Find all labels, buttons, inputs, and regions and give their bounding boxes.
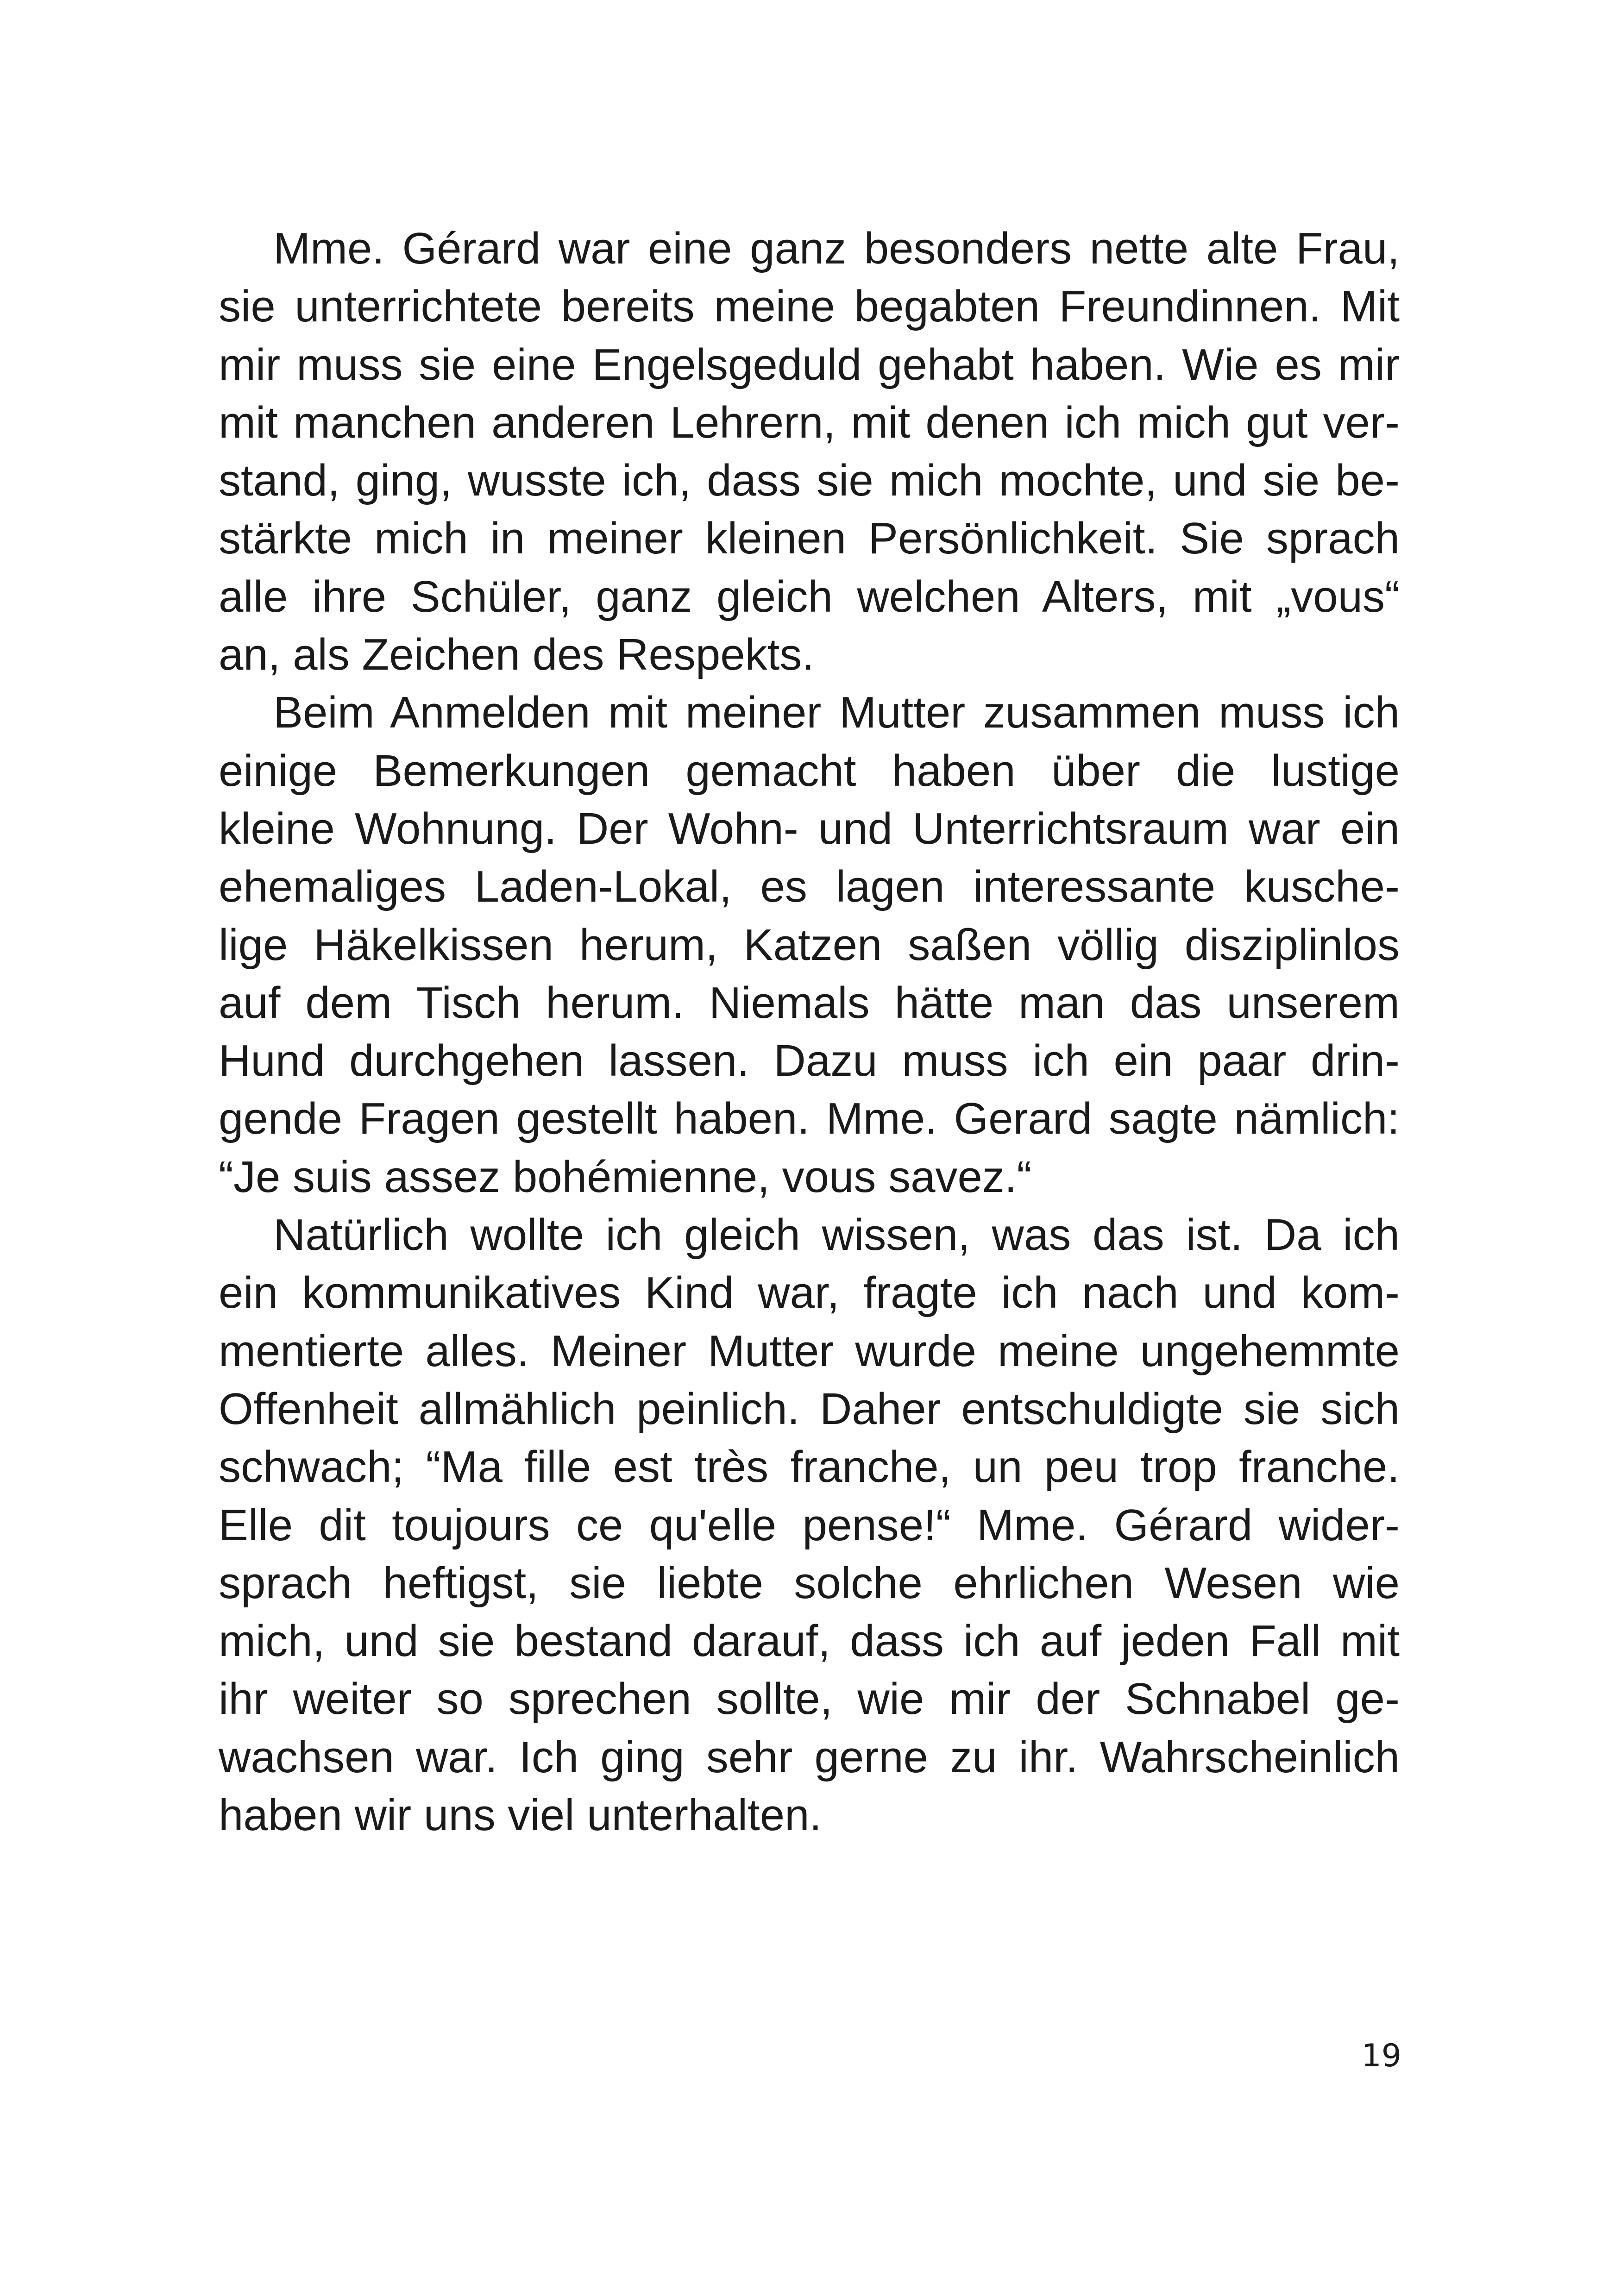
body-text bbox=[219, 220, 1400, 1844]
paragraph-1 bbox=[219, 220, 1400, 684]
text-line: lige Häkelkissen herum, Katzen saßen völlig disziplinlos bbox=[219, 920, 1400, 970]
paragraph-2 bbox=[219, 684, 1400, 1206]
text-line: Beim Anmelden mit meiner Mutter zusammen muss ich bbox=[273, 688, 1400, 738]
text-line: Mme. Gérard war eine ganz besonders nette alte Frau, bbox=[273, 224, 1400, 273]
text-line: an, als Zeichen des Respekts. bbox=[219, 630, 815, 680]
text-line: “Je suis assez bohémienne, vous savez.“ bbox=[219, 1152, 1032, 1202]
text-line: gende Fragen gestellt haben. Mme. Gerard sagte nämlich: bbox=[219, 1094, 1400, 1144]
text-line: sprach heftigst, sie liebte solche ehrlichen Wesen wie bbox=[219, 1558, 1400, 1608]
text-line: mir muss sie eine Engelsgeduld gehabt haben. Wie es mir bbox=[219, 339, 1400, 389]
paragraph-3 bbox=[219, 1206, 1400, 1844]
text-line: alle ihre Schüler, ganz gleich welchen Alters, mit „vous“ bbox=[219, 571, 1400, 621]
text-line: ihr weiter so sprechen sollte, wie mir der Schnabel ge- bbox=[219, 1674, 1400, 1724]
text-line: ein kommunikatives Kind war, fragte ich nach und kom- bbox=[219, 1268, 1400, 1318]
text-line: Elle dit toujours ce qu'elle pense!“ Mme. Gérard wider- bbox=[219, 1500, 1400, 1550]
text-line: auf dem Tisch herum. Niemals hätte man das unserem bbox=[219, 978, 1400, 1028]
text-line: Natürlich wollte ich gleich wissen, was das ist. Da ich bbox=[273, 1210, 1400, 1260]
text-line: einige Bemerkungen gemacht haben über die lustige bbox=[219, 746, 1400, 796]
text-line: haben wir uns viel unterhalten. bbox=[219, 1790, 822, 1840]
text-line: stand, ging, wusste ich, dass sie mich mochte, und sie be- bbox=[219, 456, 1400, 506]
text-line: Hund durchgehen lassen. Dazu muss ich ein paar drin- bbox=[219, 1036, 1400, 1086]
text-line: mentierte alles. Meiner Mutter wurde meine ungehemmte bbox=[219, 1326, 1400, 1376]
text-line: ehemaliges Laden-Lokal, es lagen interessante kusche- bbox=[219, 862, 1400, 912]
text-line: mit manchen anderen Lehrern, mit denen ich mich gut ver- bbox=[219, 397, 1400, 447]
text-line: kleine Wohnung. Der Wohn- und Unterrichtsraum war ein bbox=[219, 803, 1400, 853]
text-line: sie unterrichtete bereits meine begabten Freundinnen. Mit bbox=[219, 282, 1400, 332]
text-line: stärkte mich in meiner kleinen Persönlichkeit. Sie sprach bbox=[219, 514, 1400, 564]
text-line: schwach; “Ma fille est très franche, un peu trop franche. bbox=[219, 1442, 1400, 1492]
text-line: wachsen war. Ich ging sehr gerne zu ihr. Wahrscheinlich bbox=[219, 1732, 1400, 1782]
text-line: mich, und sie bestand darauf, dass ich auf jeden Fall mit bbox=[219, 1616, 1400, 1666]
text-line: Offenheit allmählich peinlich. Daher entschuldigte sie sich bbox=[219, 1384, 1400, 1434]
page-number: 19 bbox=[1361, 2038, 1401, 2074]
